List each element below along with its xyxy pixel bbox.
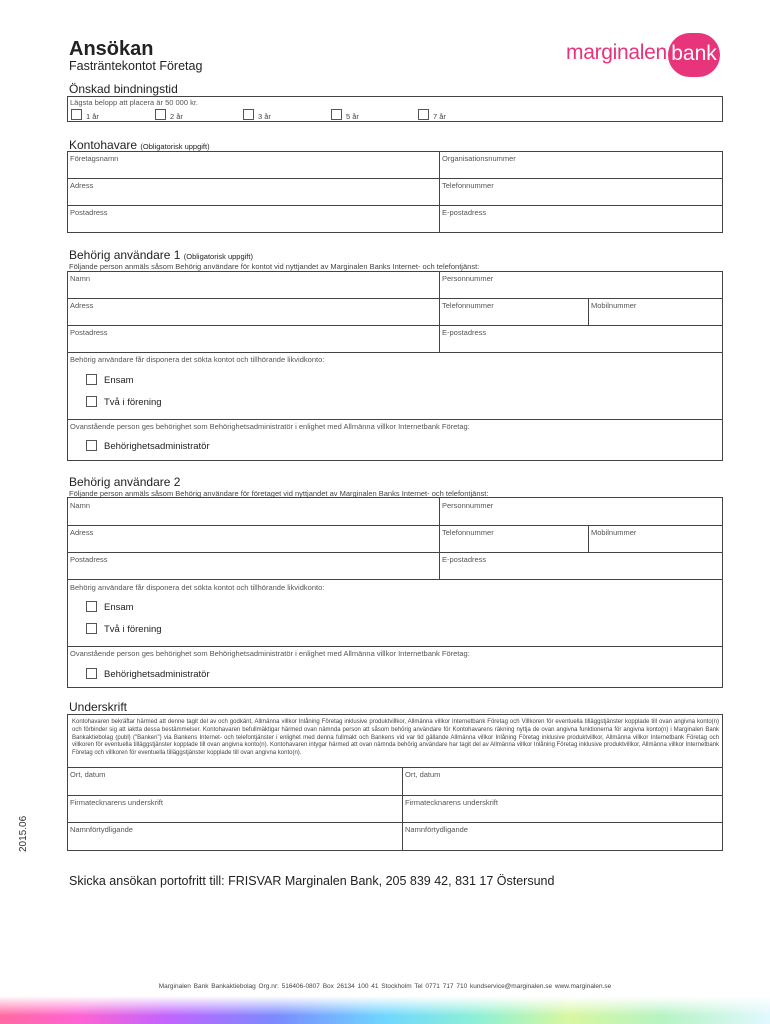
kontohavare-postadress-field[interactable]: Postadress bbox=[70, 208, 108, 217]
user1-namn-field[interactable]: Namn bbox=[70, 274, 91, 283]
user2-admin-checkbox[interactable] bbox=[86, 668, 97, 679]
kontohavare-title: Kontohavare bbox=[69, 138, 138, 152]
divider bbox=[67, 579, 723, 580]
user2-epost-field[interactable]: E-postadress bbox=[442, 555, 487, 564]
user2-ensam-checkbox[interactable] bbox=[86, 601, 97, 612]
firmatecknare-signature-field-1[interactable]: Firmatecknarens underskrift bbox=[70, 798, 163, 807]
divider bbox=[67, 205, 723, 206]
binding-2ar-label: 2 år bbox=[170, 112, 183, 121]
binding-1ar-checkbox[interactable] bbox=[71, 109, 82, 120]
user1-admin-checkbox[interactable] bbox=[86, 440, 97, 451]
user2-note: Följande person anmäls såsom Behörig användare för företaget vid nyttjandet av Marginalen Banks Internet- och telefontjänst: bbox=[69, 489, 489, 498]
divider bbox=[67, 552, 723, 553]
user2-ensam-label: Ensam bbox=[104, 602, 134, 613]
rainbow-decoration bbox=[0, 996, 770, 1024]
user2-postadress-field[interactable]: Postadress bbox=[70, 555, 108, 564]
user1-tva-checkbox[interactable] bbox=[86, 396, 97, 407]
user1-epost-field[interactable]: E-postadress bbox=[442, 328, 487, 337]
divider bbox=[588, 525, 589, 552]
user1-personnummer-field[interactable]: Personnummer bbox=[442, 274, 494, 283]
user1-adress-field[interactable]: Adress bbox=[70, 301, 94, 310]
signature-terms-text: Kontohavaren bekräftar härmed att denne tagit del av och godkänt, Allmänna villkor Inlåning Företag inklusive produktvillkor, Allmänna villkor Internetbank Företag och Villkoren för eventuella tilläggstjänster kopplade till ovan angivna konto(n) och förbinder sig att iaktta dessa bestämmelser. Kontohavaren befullmäktigar härmed ovan nämnda person att såsom behörig användare för Kontohavarens räkning nyttja de ovan angivna funktionerna för angivna konto(n) i Marginalen Bank Bankaktiebolag (publ) ("Banken") via Bankens Internet- och telefontjänster i enlighet med denna fullmakt och Bankens vid var tid gällande Allmänna villkor Inlåning Företag inklusive produktvillkor, Allmänna villkor Internetbank Företag och villkoren för eventuella tilläggstjänster kopplade till ovan angivna konto(n). Kontohavaren intygar härmed att ovan nämnda behörig användare har tagit del av Allmänna villkor Inlåning Företag inklusive produktvillkor, Allmänna villkor Internetbank Företag och villkoren för eventuella tilläggstjänster kopplade till ovan angivna konto(n). bbox=[72, 719, 719, 757]
namnfortydligande-field-2[interactable]: Namnförtydligande bbox=[405, 825, 468, 834]
marginalen-bank-logo bbox=[566, 33, 722, 77]
binding-section-title: Önskad bindningstid bbox=[69, 82, 178, 96]
divider bbox=[588, 298, 589, 325]
user2-admin-text: Ovanstående person ges behörighet som Behörighetsadministratör i enlighet med Allmänna villkor Internetbank Företag: bbox=[70, 649, 470, 658]
binding-5ar-label: 5 år bbox=[346, 112, 359, 121]
user1-tva-label: Två i förening bbox=[104, 397, 162, 408]
divider bbox=[67, 178, 723, 179]
footer-contact-info: Marginalen Bank Bankaktiebolag Org.nr: 516406-0807 Box 26134 100 41 Stockholm Tel 0771 717 710 kundservice@marginalen.se www.marginalen.se bbox=[158, 983, 612, 990]
user1-box bbox=[67, 271, 723, 461]
user1-telefon-field[interactable]: Telefonnummer bbox=[442, 301, 494, 310]
divider bbox=[439, 497, 440, 579]
logo-text: marginalen bbox=[566, 41, 667, 64]
user1-ensam-checkbox[interactable] bbox=[86, 374, 97, 385]
user2-personnummer-field[interactable]: Personnummer bbox=[442, 501, 494, 510]
user2-adress-field[interactable]: Adress bbox=[70, 528, 94, 537]
signature-section-title: Underskrift bbox=[69, 700, 128, 714]
page-title: Ansökan bbox=[69, 38, 154, 60]
kontohavare-box bbox=[67, 151, 723, 233]
form-version-date: 2015.06 bbox=[18, 815, 29, 852]
binding-2ar-checkbox[interactable] bbox=[155, 109, 166, 120]
namnfortydligande-field-1[interactable]: Namnförtydligande bbox=[70, 825, 133, 834]
user2-tva-checkbox[interactable] bbox=[86, 623, 97, 634]
user2-namn-field[interactable]: Namn bbox=[70, 501, 91, 510]
firmatecknare-signature-field-2[interactable]: Firmatecknarens underskrift bbox=[405, 798, 498, 807]
kontohavare-adress-field[interactable]: Adress bbox=[70, 181, 94, 190]
divider bbox=[439, 271, 440, 352]
binding-3ar-label: 3 år bbox=[258, 112, 271, 121]
user2-admin-label: Behörighetsadministratör bbox=[104, 669, 210, 680]
page-subtitle: Fasträntekontot Företag bbox=[69, 59, 203, 73]
user2-tva-label: Två i förening bbox=[104, 624, 162, 635]
divider bbox=[67, 419, 723, 420]
divider bbox=[67, 298, 723, 299]
divider bbox=[67, 352, 723, 353]
user1-section-title bbox=[69, 248, 253, 262]
kontohavare-section-title bbox=[69, 138, 210, 152]
binding-7ar-checkbox[interactable] bbox=[418, 109, 429, 120]
user2-telefon-field[interactable]: Telefonnummer bbox=[442, 528, 494, 537]
user1-postadress-field[interactable]: Postadress bbox=[70, 328, 108, 337]
binding-note: Lägsta belopp att placera är 50 000 kr. bbox=[70, 98, 199, 107]
foretagsnamn-field[interactable]: Företagsnamn bbox=[70, 154, 119, 163]
logo-circle: bank bbox=[668, 33, 720, 77]
user1-note: Följande person anmäls såsom Behörig användare för kontot vid nyttjandet av Marginalen Banks Internet- och telefontjänst: bbox=[69, 262, 480, 271]
divider bbox=[67, 822, 723, 823]
user1-admin-label: Behörighetsadministratör bbox=[104, 441, 210, 452]
binding-1ar-label: 1 år bbox=[86, 112, 99, 121]
divider bbox=[67, 525, 723, 526]
ort-datum-field-1[interactable]: Ort, datum bbox=[70, 770, 106, 779]
ort-datum-field-2[interactable]: Ort, datum bbox=[405, 770, 441, 779]
user1-mandatory-note: (Obligatorisk uppgift) bbox=[183, 252, 253, 261]
divider bbox=[439, 151, 440, 233]
kontohavare-mandatory-note: (Obligatorisk uppgift) bbox=[140, 142, 210, 151]
kontohavare-epost-field[interactable]: E-postadress bbox=[442, 208, 487, 217]
user1-title: Behörig användare 1 bbox=[69, 248, 181, 262]
divider bbox=[402, 767, 403, 851]
binding-3ar-checkbox[interactable] bbox=[243, 109, 254, 120]
send-address-text: Skicka ansökan portofritt till: FRISVAR Marginalen Bank, 205 839 42, 831 17 Östersund bbox=[69, 874, 555, 888]
orgnr-field[interactable]: Organisationsnummer bbox=[442, 154, 516, 163]
user2-dispose-text: Behörig användare får disponera det sökta kontot och tillhörande likvidkonto: bbox=[70, 583, 325, 592]
binding-5ar-checkbox[interactable] bbox=[331, 109, 342, 120]
divider bbox=[67, 646, 723, 647]
user1-mobil-field[interactable]: Mobilnummer bbox=[591, 301, 637, 310]
user1-ensam-label: Ensam bbox=[104, 375, 134, 386]
divider bbox=[67, 795, 723, 796]
user2-section-title: Behörig användare 2 bbox=[69, 475, 181, 489]
user1-admin-text: Ovanstående person ges behörighet som Behörighetsadministratör i enlighet med Allmänna villkor Internetbank Företag: bbox=[70, 422, 470, 431]
divider bbox=[67, 767, 723, 768]
user2-mobil-field[interactable]: Mobilnummer bbox=[591, 528, 637, 537]
binding-7ar-label: 7 år bbox=[433, 112, 446, 121]
user1-dispose-text: Behörig användare får disponera det sökta kontot och tillhörande likvidkonto: bbox=[70, 355, 325, 364]
divider bbox=[67, 325, 723, 326]
kontohavare-telefon-field[interactable]: Telefonnummer bbox=[442, 181, 494, 190]
